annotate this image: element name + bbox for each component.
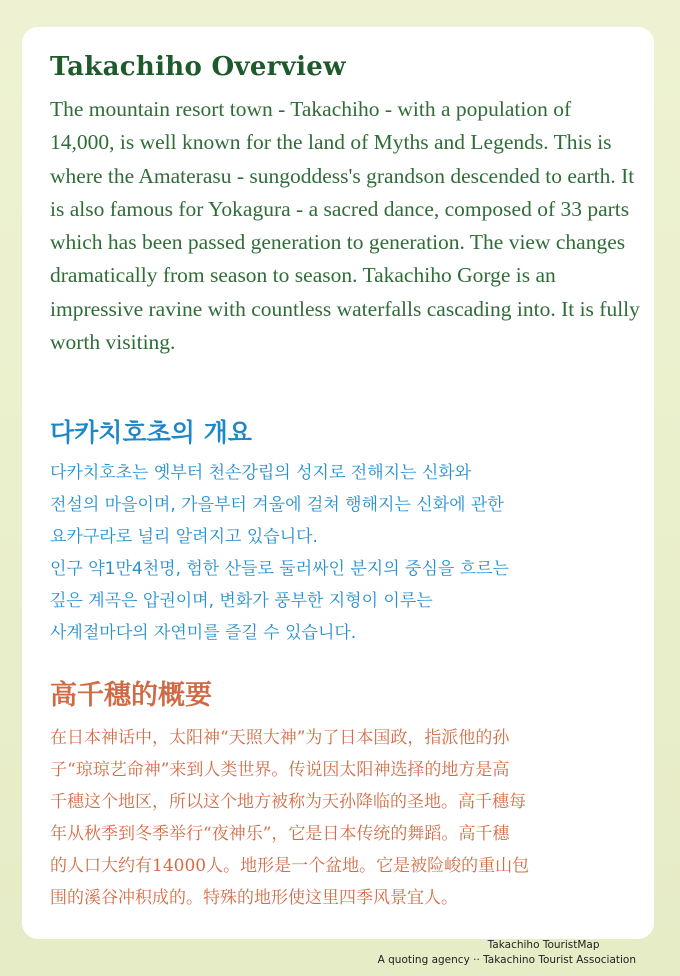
chinese-line: 的人口大约有14000人。地形是一个盆地。它是被险峻的重山包 (50, 856, 530, 876)
chinese-line: 围的溪谷冲积成的。特殊的地形使这里四季风景宜人。 (50, 888, 458, 908)
korean-body (50, 457, 650, 649)
footer-map-title: Takachiho TouristMap (487, 939, 600, 951)
footer-agency: A quoting agency ·· Takachino Tourist Association (377, 954, 636, 966)
english-section (50, 47, 640, 359)
korean-line: 사계절마다의 자연미를 즐길 수 있습니다. (50, 623, 357, 643)
chinese-title: 高千穗的概要 (50, 680, 212, 711)
korean-line: 다카치호초는 옛부터 천손강립의 성지로 전해지는 신화와 (50, 463, 472, 483)
english-body: The mountain resort town - Takachiho - with a population of 14,000, is well known for the land of Myths and Legends. This is where the Amaterasu - sungoddess's grandson descended to earth. It is also famous for Yokagura - a sacred dance, composed of 33 parts which has been passed generation to generation. The view changes dramatically from season to season. Takachiho Gorge is an impressive ravine with countless waterfalls cascading into. It is fully worth visiting. (50, 97, 640, 355)
chinese-line: 年从秋季到冬季举行“夜神乐”，它是日本传统的舞蹈。高千穗 (50, 824, 510, 844)
footer-credit (378, 938, 636, 968)
content-card (22, 27, 654, 939)
chinese-line: 千穗这个地区，所以这个地方被称为天孙降临的圣地。高千穗每 (50, 792, 526, 812)
korean-line: 전설의 마을이며, 가을부터 겨울에 걸쳐 행해지는 신화에 관한 (50, 495, 504, 515)
english-title: Takachiho Overview (50, 52, 346, 82)
chinese-body (50, 722, 650, 914)
korean-line: 요카구라로 널리 알려지고 있습니다. (50, 527, 318, 547)
chinese-line: 在日本神话中，太阳神“天照大神”为了日本国政，指派他的孙 (50, 728, 510, 748)
korean-title: 다카치호초의 개요 (50, 418, 252, 447)
korean-line: 인구 약1만4천명, 험한 산들로 둘러싸인 분지의 중심을 흐르는 (50, 559, 509, 579)
chinese-section (50, 674, 640, 914)
korean-line: 깊은 계곡은 압권이며, 변화가 풍부한 지형이 이루는 (50, 591, 433, 611)
korean-section (50, 415, 640, 649)
chinese-line: 子“琼琼艺命神”来到人类世界。传说因太阳神选择的地方是高 (50, 760, 510, 780)
